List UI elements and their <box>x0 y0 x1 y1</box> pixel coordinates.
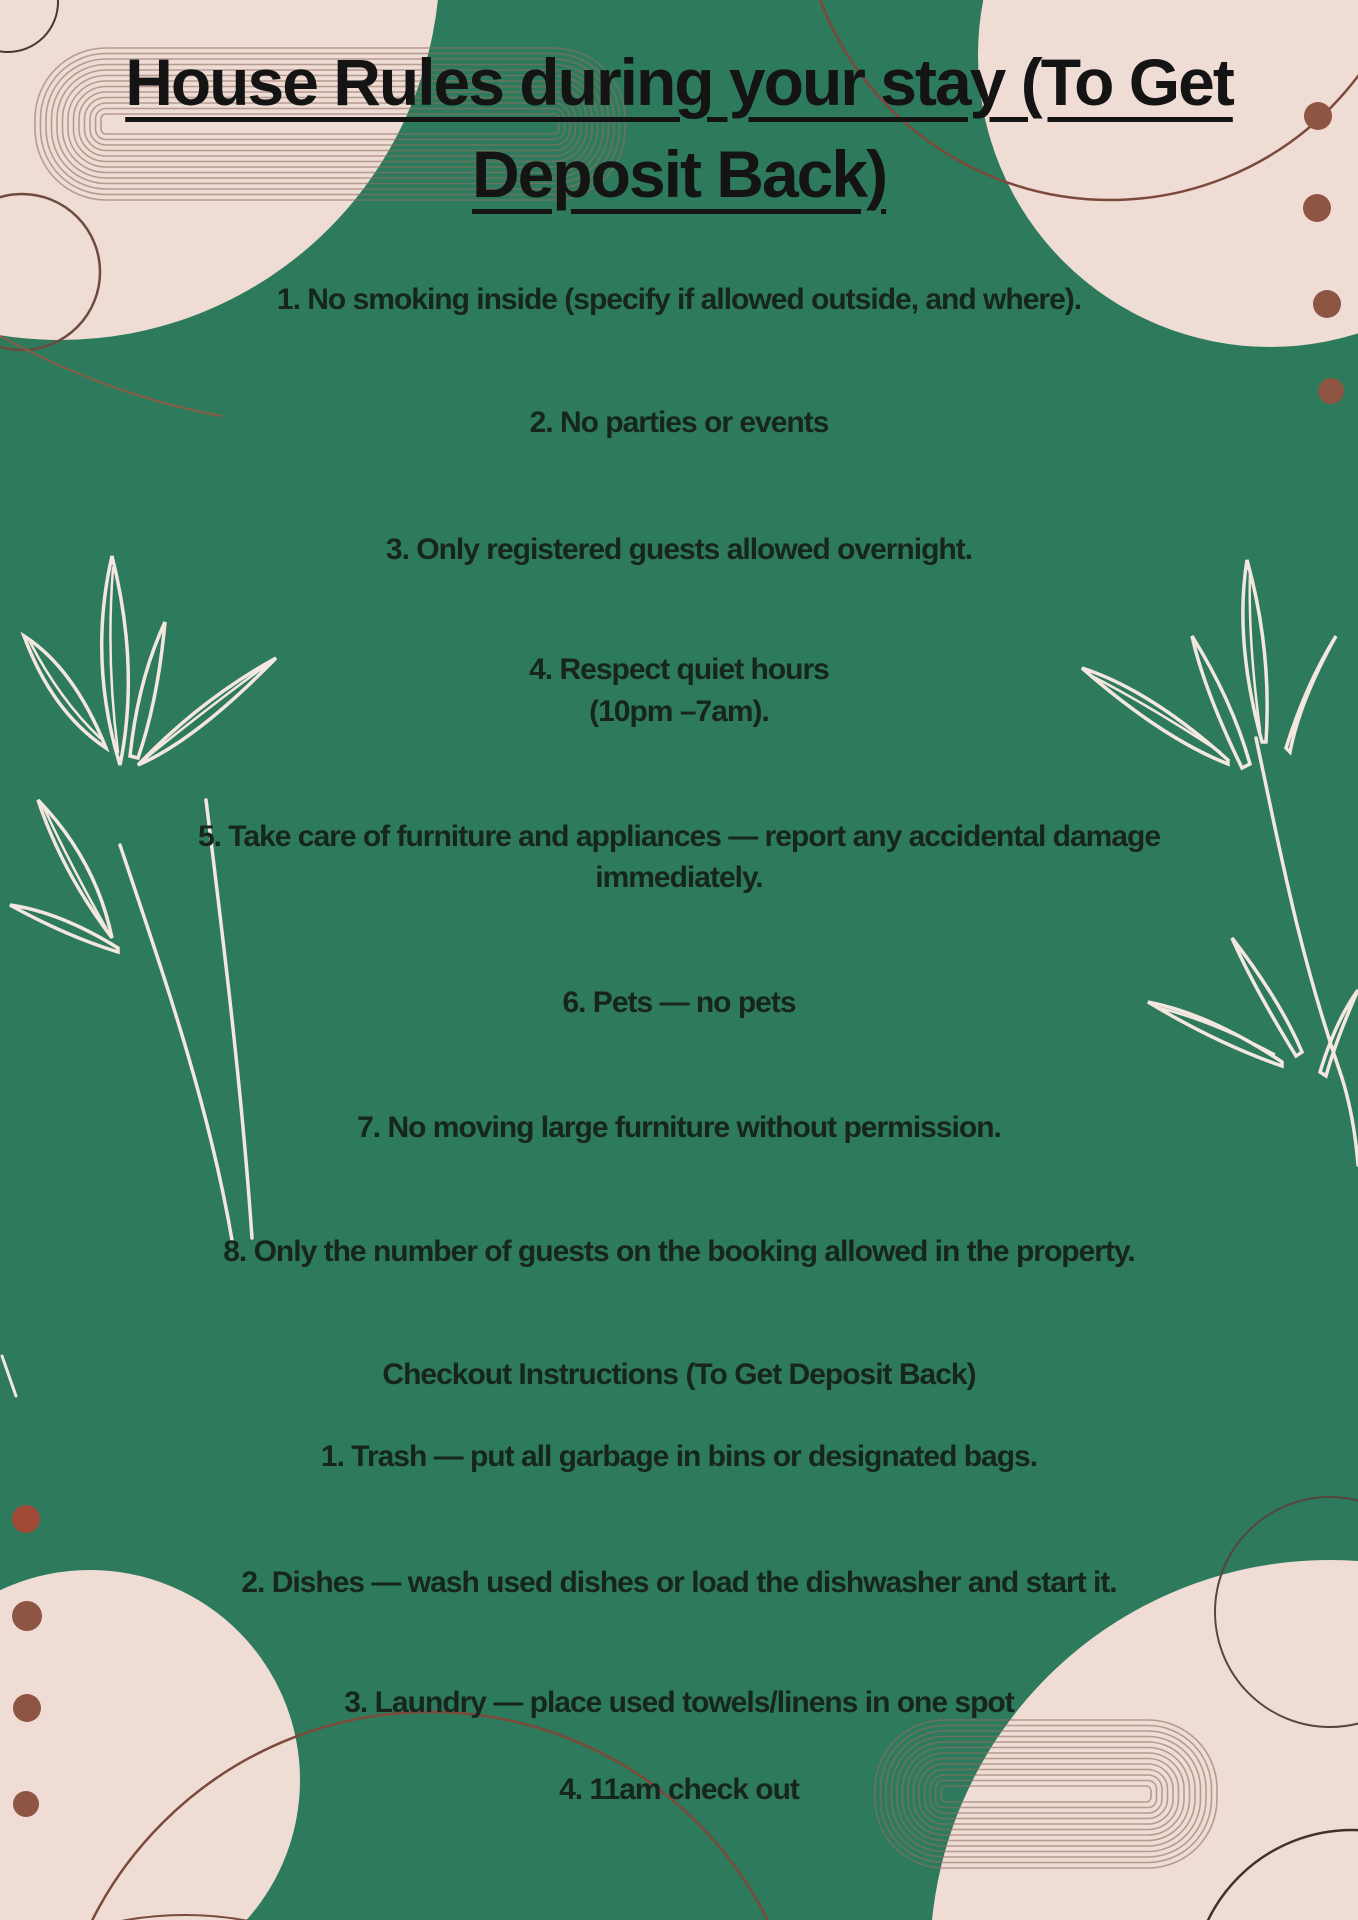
rule-line: 7. No moving large furniture without permission. <box>357 1111 1001 1144</box>
rule-line: 3. Laundry — place used towels/linens in one spot <box>344 1686 1014 1719</box>
page-title <box>0 36 1358 220</box>
rule-line: 5. Take care of furniture and appliances — report any accidental damage <box>197 820 1161 853</box>
bottom-left-cream-circle <box>0 1570 300 1920</box>
page-title-line-1: House Rules during your stay (To Get <box>125 45 1233 119</box>
rule-line: 1. No smoking inside (specify if allowed outside, and where). <box>276 283 1082 316</box>
rule-line: 3. Only registered guests allowed overnight. <box>385 533 973 566</box>
rule-line: immediately. <box>595 861 763 894</box>
page-title-line-2: Deposit Back) <box>471 137 887 211</box>
rule-line: 4. Respect quiet hours <box>529 653 829 686</box>
rule-line: 2. Dishes — wash used dishes or load the dishwasher and start it. <box>241 1566 1117 1599</box>
bottom-right-cream-circle <box>930 1560 1358 1920</box>
rule-line: 6. Pets — no pets <box>562 986 796 1019</box>
rule-line: 8. Only the number of guests on the booking allowed in the property. <box>223 1235 1135 1268</box>
rule-line: 1. Trash — put all garbage in bins or designated bags. <box>320 1440 1038 1473</box>
rule-line: 4. 11am check out <box>559 1773 799 1806</box>
rule-line: (10pm –7am). <box>589 695 769 728</box>
rule-line: 2. No parties or events <box>529 406 829 439</box>
rule-line: Checkout Instructions (To Get Deposit Back) <box>382 1358 976 1391</box>
